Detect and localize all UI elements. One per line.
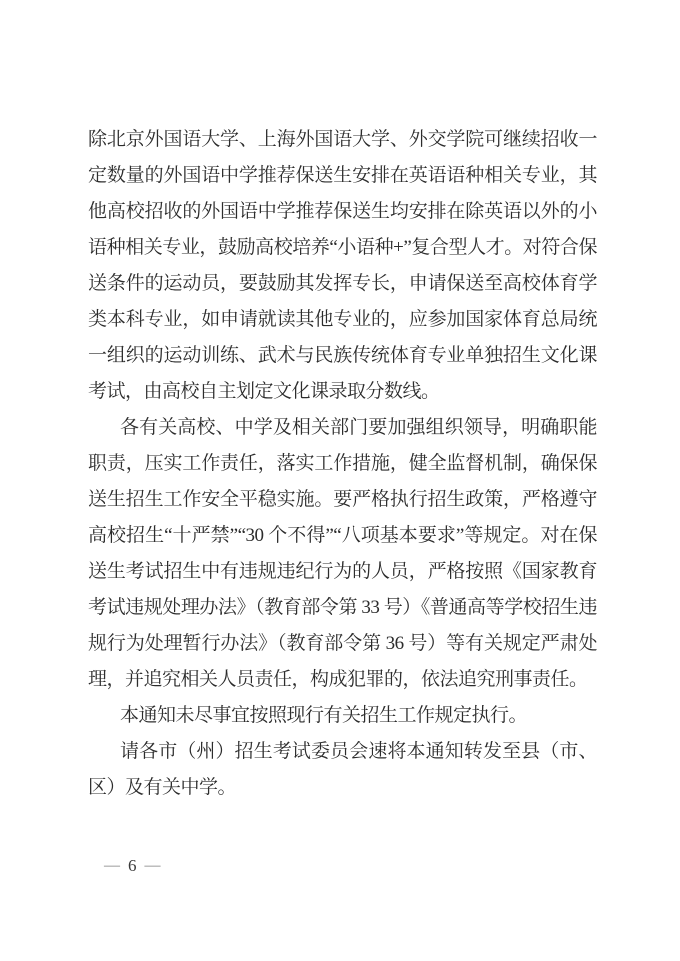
paragraph: 各有关高校、中学及相关部门要加强组织领导，明确职能职责，压实工作责任，落实工作措施，健全监督机制，确保保送生招生工作安全平稳实施。要严格执行招生政策，严格遵守高校招生“十严禁”“30 个不得”“八项基本要求”等规定。对在保送生考试招生中有违规违纪行为的人员，严格按照《国家教育考试违规处理办法》（教育部令第 33 号）《普通高等学校招生违规行为处理暂行办法》（教育部令第 36 号）等有关规定严肃处理，并追究相关人员责任，构成犯罪的，依法追究刑事责任。	[88, 417, 597, 690]
footer-right-dash: —	[144, 857, 161, 874]
footer-left-dash: —	[104, 857, 120, 874]
document-body-text	[88, 122, 597, 806]
page-number-footer	[104, 855, 161, 877]
paragraph: 本通知未尽事宜按照现行有关招生工作规定执行。	[120, 705, 528, 726]
paragraph: 请各市（州）招生考试委员会速将本通知转发至县（市、区）及有关中学。	[88, 741, 597, 798]
paragraph: 除北京外国语大学、上海外国语大学、外交学院可继续招收一定数量的外国语中学推荐保送生安排在英语语种相关专业，其他高校招收的外国语中学推荐保送生均安排在除英语以外的小语种相关专业，鼓励高校培养“小语种+”复合型人才。对符合保送条件的运动员，要鼓励其发挥专长，申请保送至高校体育学类本科专业，如申请就读其他专业的，应参加国家体育总局统一组织的运动训练、武术与民族传统体育专业单独招生文化课考试，由高校自主划定文化课录取分数线。	[88, 129, 597, 402]
page-number: 6	[128, 856, 137, 875]
